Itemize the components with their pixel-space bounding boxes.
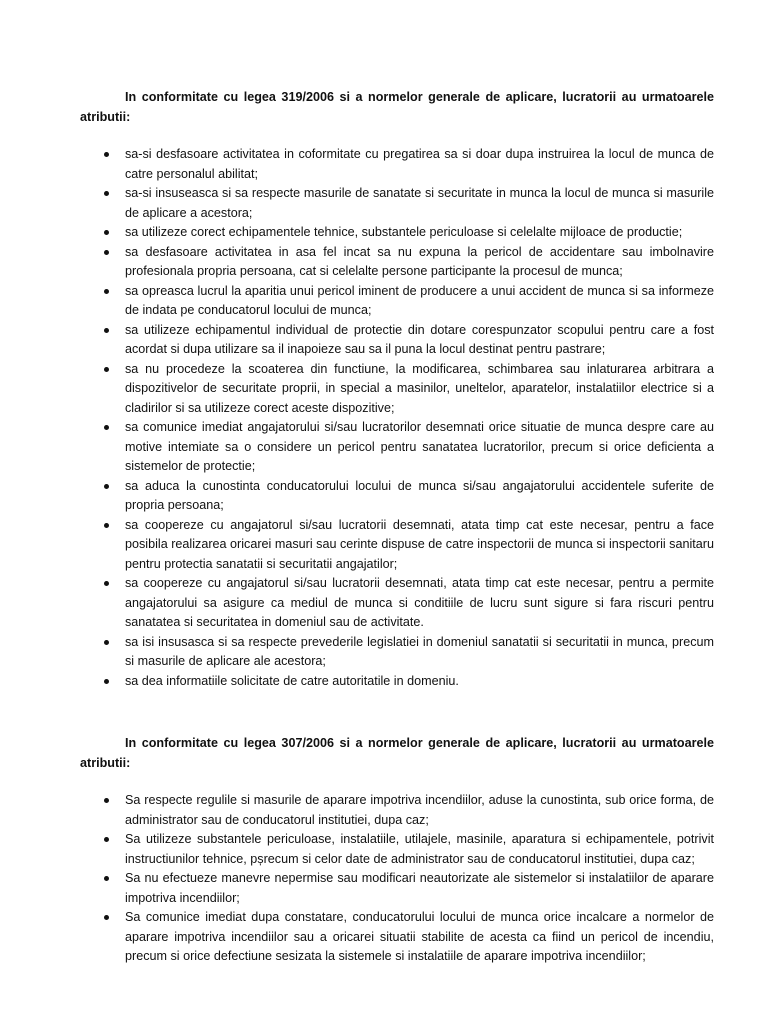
list-item	[80, 282, 714, 321]
list-item	[80, 791, 714, 830]
list-item	[80, 145, 714, 184]
bullet-icon	[104, 152, 109, 157]
list-item	[80, 477, 714, 516]
section-legea-319	[80, 88, 714, 691]
list-item	[80, 633, 714, 672]
bullet-icon	[104, 289, 109, 294]
list-item	[80, 516, 714, 575]
list-item-text: Sa utilizeze substantele periculoase, instalatiile, utilajele, masinile, aparatura si echipamentele, potrivit instructiunilor tehnice, pșrecum si celor date de administrator sau de conducatorul institutiei, dupa caz;	[125, 832, 714, 866]
list-item-text: sa aduca la cunostinta conducatorului locului de munca si/sau angajatorului accidentele suferite de propria persoana;	[125, 478, 714, 512]
section-heading: In conformitate cu legea 319/2006 si a normelor generale de aplicare, lucratorii au urmatoarele atributii:	[80, 90, 714, 124]
list-item	[80, 360, 714, 419]
section-heading: In conformitate cu legea 307/2006 si a normelor generale de aplicare, lucratorii au urmatoarele atributii:	[80, 736, 714, 770]
list-item	[80, 574, 714, 633]
bullet-icon	[104, 328, 109, 333]
attributions-list	[80, 145, 714, 691]
list-item-text: sa coopereze cu angajatorul si/sau lucratorii desemnati, atata timp cat este necesar, pentru a face posibila realizarea oricarei masuri sau cerinte dispuse de catre inspectorii de munca si inspectorii sanitaru pentru protectia sanatatii si securitatii angajatilor;	[125, 517, 714, 571]
list-item-text: sa opreasca lucrul la aparitia unui pericol iminent de producere a unui accident de munca si sa informeze de indata pe conducatorul locului de munca;	[125, 283, 714, 317]
list-item-text: sa isi insusasca si sa respecte prevederile legislatiei in domeniul sanatatii si securitatii in munca, precum si masurile de aplicare ale acestora;	[125, 634, 714, 668]
bullet-icon	[104, 915, 109, 920]
list-item-text: sa utilizeze corect echipamentele tehnice, substantele periculoase si celelalte mijloace de productie;	[125, 225, 683, 239]
bullet-icon	[104, 876, 109, 881]
bullet-icon	[104, 484, 109, 489]
list-item-text: sa utilizeze echipamentul individual de protectie din dotare corespunzator scopului pentru care a fost acordat si dupa utilizare sa il inapoieze sau sa il puna la locul destinat pentru pastrare;	[125, 322, 714, 356]
bullet-icon	[104, 798, 109, 803]
list-item	[80, 184, 714, 223]
list-item-text: sa desfasoare activitatea in asa fel incat sa nu expuna la pericol de accidentare sau imbolnavire profesionala propria persoana, cat si celelalte persone participante la procesul de munca;	[125, 244, 714, 278]
list-item-text: sa comunice imediat angajatorului si/sau lucratorilor desemnati orice situatie de munca despre care au motive intemiate sa o considere un pericol pentru sanatatea lucratorilor, precum si orice deficienta a sistemelor de protectie;	[125, 420, 714, 473]
list-item	[80, 869, 714, 908]
bullet-icon	[104, 367, 109, 372]
bullet-icon	[104, 523, 109, 528]
list-item-text: Sa respecte regulile si masurile de aparare impotriva incendiilor, aduse la cunostinta, sub orice forma, de administrator sau de conducatorul institutiei, dupa caz;	[125, 793, 714, 827]
list-item	[80, 672, 714, 692]
list-item-text: Sa comunice imediat dupa constatare, conducatorului locului de munca orice incalcare a normelor de aparare impotriva incendiilor sau a oricarei situatii stabilite de acesta ca fiind un pericol de incendiu, precum si orice defectiune sesizata la sistemele si instalatiile de aparare impotriva incendiilor;	[125, 910, 714, 963]
list-item-text: sa coopereze cu angajatorul si/sau lucratorii desemnati, atata timp cat este necesar, pentru a permite angajatorului sa asigure ca mediul de munca si conditiile de lucru sunt sigure si fara riscuri pentru sanatatea si securitatea in domeniul sau de activitate.	[125, 576, 714, 629]
list-item-text: Sa nu efectueze manevre nepermise sau modificari neautorizate ale sistemelor si instalatiilor de aparare impotriva incendiilor;	[125, 871, 714, 905]
bullet-icon	[104, 679, 109, 684]
bullet-icon	[104, 425, 109, 430]
list-item	[80, 243, 714, 282]
section-legea-307	[80, 734, 714, 967]
bullet-icon	[104, 640, 109, 645]
list-item	[80, 418, 714, 477]
list-item-text: sa-si insuseasca si sa respecte masurile de sanatate si securitate in munca la locul de munca si masurile de aplicare a acestora;	[125, 186, 714, 220]
list-item	[80, 223, 714, 243]
list-item	[80, 321, 714, 360]
bullet-icon	[104, 191, 109, 196]
list-item-text: sa dea informatiile solicitate de catre autoritatile in domeniu.	[125, 673, 459, 688]
bullet-icon	[104, 230, 109, 235]
bullet-icon	[104, 250, 109, 255]
list-item-text: sa-si desfasoare activitatea in coformitate cu pregatirea sa si doar dupa instruirea la locul de munca de catre personalul abilitat;	[125, 147, 714, 181]
bullet-icon	[104, 581, 109, 586]
attributions-list	[80, 791, 714, 967]
list-item-text: sa nu procedeze la scoaterea din functiune, la modificarea, schimbarea sau inlaturarea arbitrara a dispozitivelor de securitate proprii, in special a masinilor, uneltelor, aparatelor, instalatiilor electrice si a cladirilor si sa utilizeze corect aceste dispozitive;	[125, 361, 714, 415]
bullet-icon	[104, 837, 109, 842]
list-item	[80, 908, 714, 967]
list-item	[80, 830, 714, 869]
